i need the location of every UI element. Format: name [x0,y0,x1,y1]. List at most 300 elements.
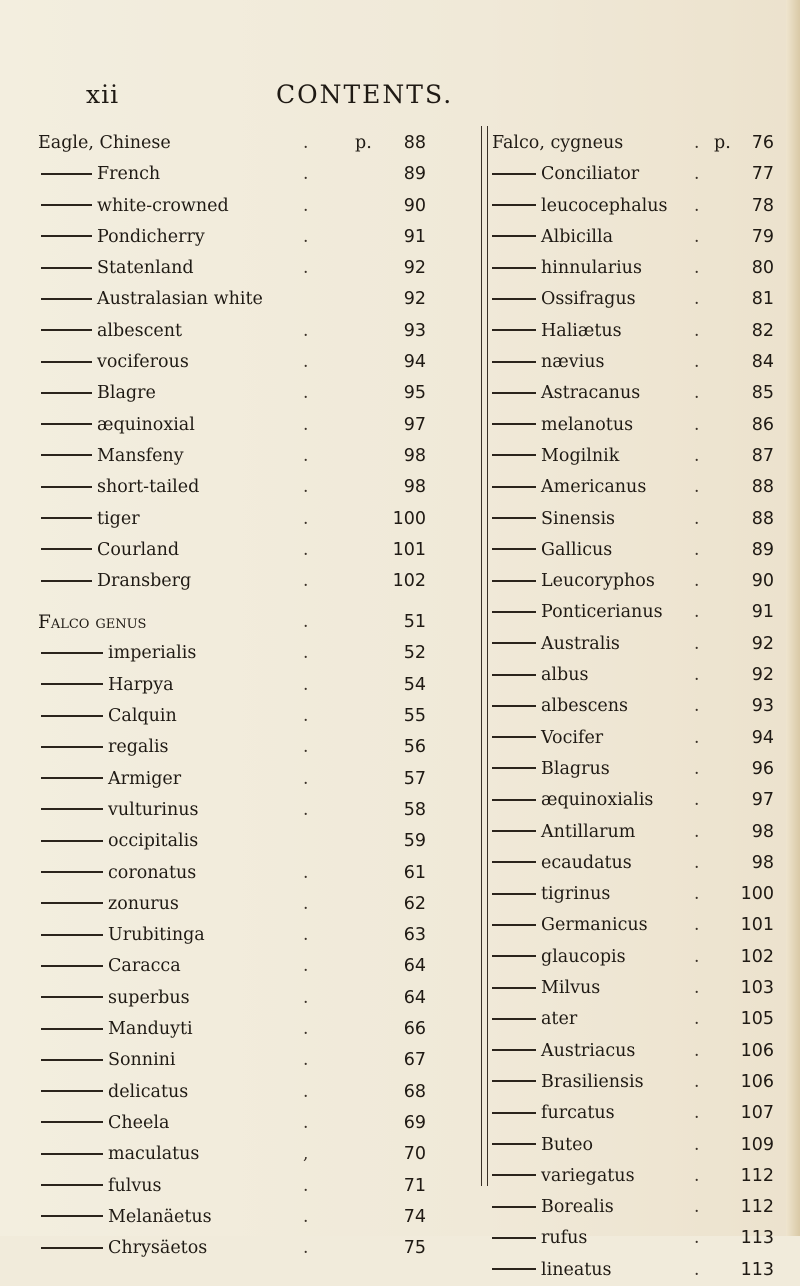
entry-name: Courland [97,539,180,560]
index-entry [492,472,774,503]
entry-name: Sinensis [541,508,616,529]
leader-dot: . [694,1103,700,1124]
leader-dot: . [694,289,700,310]
leader-dot: . [694,978,700,999]
ditto-dash [41,1215,103,1217]
index-entry [492,973,774,1004]
index-entry [38,701,475,732]
leader-dot: . [694,633,700,654]
index-entry [492,1255,774,1286]
page-edge [786,0,800,1236]
entry-name: leucocephalus [541,195,668,216]
ditto-dash [492,235,536,237]
leader-dot: . [303,1175,309,1196]
leader-dot: . [303,414,309,435]
leader-dot: . [694,477,700,498]
leader-dot: . [303,539,309,560]
entry-page-number: 101 [740,915,774,936]
entry-name: superbus [108,987,190,1008]
entry-name: Buteo [541,1134,594,1155]
entry-name: delicatus [108,1081,189,1102]
ditto-dash [41,1028,103,1030]
ditto-dash [41,580,92,582]
page-number: xii [86,80,120,109]
leader-dot: . [303,893,309,914]
leader-dot: . [694,790,700,811]
index-entry [38,1171,475,1202]
leader-dot: . [303,445,309,466]
index-entry [38,284,475,315]
ditto-dash [492,1049,536,1051]
entry-page-number: 94 [751,727,774,748]
ditto-dash [492,893,536,895]
entry-page-number: 96 [751,758,774,779]
ditto-dash [41,808,103,810]
leader-dot: . [303,768,309,789]
ditto-dash [41,777,103,779]
entry-name: lineatus [541,1259,612,1280]
leader-dot: , [303,1144,309,1165]
index-entry [492,691,774,722]
entry-page-number: 74 [403,1206,426,1227]
leader-dot: . [694,1165,700,1186]
entry-page-number: 88 [751,508,774,529]
entry-name: tigrinus [541,884,611,905]
index-entry [492,1098,774,1129]
entry-page-number: 68 [403,1081,426,1102]
ditto-dash [41,235,92,237]
index-entry [492,754,774,785]
entry-page-number: 84 [751,352,774,373]
index-entry [492,1004,774,1035]
index-entry [492,1192,774,1223]
entry-name: albescent [97,320,183,341]
entry-page-number: 69 [403,1112,426,1133]
index-entry [38,638,475,669]
ditto-dash [41,361,92,363]
leader-dot: . [694,1259,700,1280]
entry-name: Chrysäetos [108,1238,208,1259]
index-entry [492,284,774,315]
ditto-dash [41,1121,103,1123]
ditto-dash [41,652,103,654]
leader-dot: . [694,445,700,466]
entry-page-number: 94 [403,352,426,373]
index-entry [492,597,774,628]
ditto-dash [492,674,536,676]
ditto-dash [41,486,92,488]
entry-name: Austriacus [541,1040,636,1061]
leader-dot: . [694,915,700,936]
ditto-dash [41,683,103,685]
leader-dot: . [303,320,309,341]
index-entry [492,817,774,848]
ditto-dash [492,1268,536,1270]
entry-page-number: 107 [740,1103,774,1124]
leader-dot: . [694,539,700,560]
left-index-column [38,128,475,1264]
ditto-dash [41,996,103,998]
page-prefix: p. [714,133,731,153]
ditto-dash [41,173,92,175]
index-entry [38,128,475,159]
entry-name: Manduyti [108,1019,193,1040]
index-entry [492,410,774,441]
entry-page-number: 51 [403,612,426,633]
leader-dot: . [303,352,309,373]
entry-name: Germanicus [541,915,648,936]
entry-page-number: 109 [740,1134,774,1155]
leader-dot: . [694,1071,700,1092]
ditto-dash [41,715,103,717]
entry-page-number: 55 [403,706,426,727]
index-entry [492,566,774,597]
leader-dot: . [694,946,700,967]
leader-dot: . [694,852,700,873]
ditto-dash [492,1206,536,1208]
leader-dot: . [303,987,309,1008]
index-entry [38,1139,475,1170]
entry-page-number: 112 [740,1197,774,1218]
entry-name: Eagle, Chinese [38,133,171,153]
ditto-dash [492,204,536,206]
entry-name: Blagre [97,383,156,404]
column-divider [481,126,488,1186]
entry-name: vulturinus [108,799,199,820]
ditto-dash [492,799,536,801]
index-entry [38,159,475,190]
ditto-dash [41,934,103,936]
entry-name: Vocifer [541,727,604,748]
index-entry [38,826,475,857]
index-entry [38,253,475,284]
index-entry [38,951,475,982]
index-entry [38,764,475,795]
entry-page-number: 102 [740,946,774,967]
index-entry [38,1045,475,1076]
ditto-dash [41,392,92,394]
leader-dot: . [694,352,700,373]
entry-name: maculatus [108,1144,200,1165]
entry-page-number: 62 [403,893,426,914]
leader-dot: . [694,133,700,153]
index-entry [38,504,475,535]
entry-page-number: 58 [403,799,426,820]
ditto-dash [41,965,103,967]
index-entry [38,378,475,409]
index-entry [38,732,475,763]
entry-page-number: 61 [403,862,426,883]
index-entry [38,983,475,1014]
index-entry [492,253,774,284]
index-entry [38,472,475,503]
entry-page-number: 52 [403,643,426,664]
entry-name: Borealis [541,1197,614,1218]
ditto-dash [492,642,536,644]
ditto-dash [492,1018,536,1020]
leader-dot: . [694,1040,700,1061]
ditto-dash [492,987,536,989]
ditto-dash [492,392,536,394]
index-entry [38,607,475,638]
index-entry [38,222,475,253]
leader-dot: . [303,862,309,883]
entry-name: Armiger [108,768,182,789]
entry-name: variegatus [541,1165,635,1186]
ditto-dash [41,204,92,206]
entry-name: rufus [541,1228,588,1249]
entry-name: Falco, cygneus [492,133,624,153]
entry-page-number: 105 [740,1009,774,1030]
entry-page-number: 98 [403,445,426,466]
leader-dot: . [303,1206,309,1227]
leader-dot: . [694,226,700,247]
entry-page-number: 98 [751,821,774,842]
entry-name: albus [541,665,589,686]
entry-page-number: 78 [751,195,774,216]
entry-page-number: 59 [403,831,426,852]
leader-dot: . [303,925,309,946]
entry-name: occipitalis [108,831,199,852]
leader-dot: . [694,414,700,435]
leader-dot: . [303,706,309,727]
entry-page-number: 92 [403,258,426,279]
entry-page-number: 106 [740,1071,774,1092]
leader-dot: . [303,1081,309,1102]
leader-dot: . [694,758,700,779]
leader-dot: . [303,226,309,247]
entry-name: Conciliator [541,164,640,185]
entry-page-number: 98 [751,852,774,873]
ditto-dash [492,486,536,488]
entry-page-number: 88 [403,133,426,153]
entry-name: Antillarum [541,821,636,842]
ditto-dash [492,736,536,738]
index-entry [492,1067,774,1098]
entry-name: Astracanus [541,383,641,404]
entry-name: Calquin [108,706,177,727]
ditto-dash [492,173,536,175]
entry-name: white-crowned [97,195,229,216]
entry-name: Gallicus [541,539,613,560]
entry-name: short-tailed [97,477,200,498]
entry-page-number: 64 [403,956,426,977]
entry-page-number: 100 [392,508,426,529]
right-index-column [492,128,774,1286]
entry-name: tiger [97,508,140,529]
ditto-dash [41,329,92,331]
leader-dot: . [303,612,309,633]
leader-dot: . [303,1238,309,1259]
index-entry [492,347,774,378]
ditto-dash [41,840,103,842]
leader-dot: . [694,508,700,529]
leader-dot: . [303,737,309,758]
entry-page-number: 100 [740,884,774,905]
entry-name: ater [541,1009,578,1030]
ditto-dash [492,1237,536,1239]
entry-page-number: 90 [751,571,774,592]
entry-page-number: 113 [740,1259,774,1280]
entry-page-number: 88 [751,477,774,498]
index-entry [492,1036,774,1067]
entry-page-number: 91 [403,226,426,247]
entry-page-number: 113 [740,1228,774,1249]
entry-page-number: 79 [751,226,774,247]
entry-name: Ossifragus [541,289,636,310]
entry-name: Sonnini [108,1050,176,1071]
entry-name: Melanäetus [108,1206,212,1227]
entry-page-number: 92 [751,665,774,686]
ditto-dash [492,580,536,582]
index-entry [38,441,475,472]
ditto-dash [492,1174,536,1176]
entry-page-number: 102 [392,571,426,592]
leader-dot: . [303,258,309,279]
index-entry [38,1108,475,1139]
index-entry [492,1161,774,1192]
leader-dot: . [303,956,309,977]
entry-page-number: 82 [751,320,774,341]
entry-page-number: 90 [403,195,426,216]
entry-name: furcatus [541,1103,615,1124]
ditto-dash [492,955,536,957]
index-entry [492,660,774,691]
index-entry [38,670,475,701]
entry-page-number: 93 [403,320,426,341]
index-entry [492,222,774,253]
index-entry [492,316,774,347]
index-entry [38,1202,475,1233]
index-entry [38,191,475,222]
ditto-dash [492,267,536,269]
index-entry [492,504,774,535]
ditto-dash [41,746,103,748]
entry-page-number: 85 [751,383,774,404]
index-entry [492,785,774,816]
leader-dot: . [303,799,309,820]
ditto-dash [41,1247,103,1249]
entry-name: Pondicherry [97,226,205,247]
entry-page-number: 92 [751,633,774,654]
ditto-dash [492,423,536,425]
ditto-dash [41,423,92,425]
leader-dot: . [694,884,700,905]
entry-page-number: 89 [403,164,426,185]
ditto-dash [41,1059,103,1061]
entry-page-number: 87 [751,445,774,466]
leader-dot: . [303,1112,309,1133]
entry-page-number: 67 [403,1050,426,1071]
leader-dot: . [694,1009,700,1030]
leader-dot: . [694,195,700,216]
entry-name: Australasian white [97,289,263,310]
entry-name: Mogilnik [541,445,620,466]
leader-dot: . [303,674,309,695]
leader-dot: . [694,1134,700,1155]
entry-name: Statenland [97,258,194,279]
entry-name: nævius [541,352,605,373]
index-entry [492,629,774,660]
entry-page-number: 101 [392,539,426,560]
ditto-dash [41,298,92,300]
entry-name: Blagrus [541,758,610,779]
ditto-dash [41,517,92,519]
index-entry [38,316,475,347]
leader-dot: . [303,571,309,592]
entry-page-number: 63 [403,925,426,946]
leader-dot: . [694,821,700,842]
entry-page-number: 77 [751,164,774,185]
entry-name: Cheela [108,1112,170,1133]
index-entry [38,920,475,951]
leader-dot: . [694,665,700,686]
ditto-dash [492,1080,536,1082]
index-entry [492,128,774,159]
ditto-dash [492,861,536,863]
index-entry [492,1130,774,1161]
leader-dot: . [303,1050,309,1071]
entry-page-number: 92 [403,289,426,310]
index-entry [492,910,774,941]
entry-name: hinnularius [541,258,642,279]
index-entry [492,191,774,222]
entry-name: Albicilla [541,226,614,247]
ditto-dash [492,924,536,926]
entry-name: Mansfeny [97,445,184,466]
entry-name: Urubitinga [108,925,205,946]
entry-page-number: 56 [403,737,426,758]
entry-page-number: 57 [403,768,426,789]
entry-name: Leucoryphos [541,571,655,592]
entry-name: fulvus [108,1175,162,1196]
index-entry [492,1223,774,1254]
page-header [0,80,800,110]
entry-page-number: 70 [403,1144,426,1165]
index-entry [38,858,475,889]
ditto-dash [492,611,536,613]
entry-name: vociferous [97,352,189,373]
ditto-dash [41,267,92,269]
entry-page-number: 106 [740,1040,774,1061]
index-entry [38,1077,475,1108]
ditto-dash [492,329,536,331]
entry-name: albescens [541,696,628,717]
leader-dot: . [303,195,309,216]
index-entry [492,942,774,973]
index-entry [38,347,475,378]
entry-page-number: 112 [740,1165,774,1186]
leader-dot: . [694,571,700,592]
ditto-dash [492,767,536,769]
entry-page-number: 97 [403,414,426,435]
entry-name: Milvus [541,978,601,999]
entry-page-number: 86 [751,414,774,435]
entry-page-number: 91 [751,602,774,623]
ditto-dash [492,830,536,832]
entry-name: glaucopis [541,946,626,967]
leader-dot: . [303,1019,309,1040]
page-prefix: p. [355,133,372,153]
index-entry [492,378,774,409]
index-entry [492,159,774,190]
leader-dot: . [694,1228,700,1249]
leader-dot: . [303,133,309,153]
entry-name: zonurus [108,893,179,914]
index-entry [38,1014,475,1045]
entry-name: Caracca [108,956,181,977]
ditto-dash [492,548,536,550]
